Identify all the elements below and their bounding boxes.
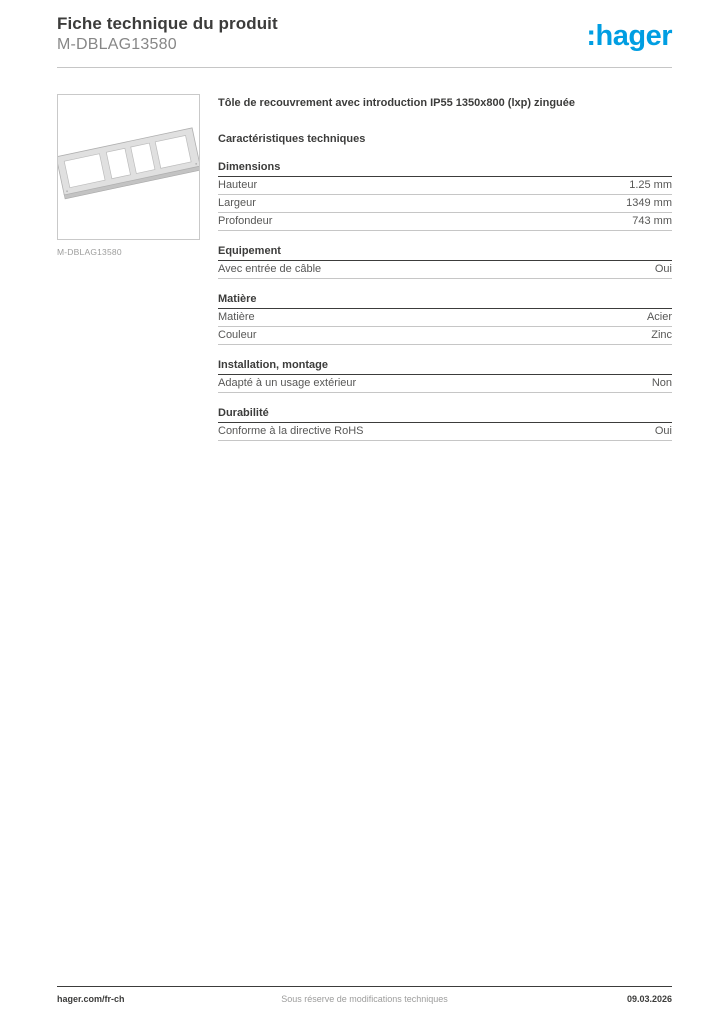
- spec-section-title: Dimensions: [218, 161, 672, 177]
- cover-plate-illustration: [58, 95, 199, 239]
- spec-value: Zinc: [651, 329, 672, 342]
- spec-label: Avec entrée de câble: [218, 263, 322, 276]
- spec-sections: [218, 161, 672, 441]
- spec-value: Acier: [646, 311, 672, 324]
- header: [57, 14, 672, 54]
- header-divider: [57, 67, 672, 68]
- spec-column: [218, 94, 672, 455]
- spec-label: Matière: [218, 311, 255, 324]
- spec-row: [218, 423, 672, 441]
- spec-section-title: Durabilité: [218, 407, 672, 423]
- spec-row: [218, 177, 672, 195]
- spec-value: Oui: [654, 263, 672, 276]
- spec-row: [218, 309, 672, 327]
- spec-section: [218, 245, 672, 279]
- spec-section: [218, 407, 672, 441]
- product-image-column: [57, 94, 200, 257]
- spec-value: 743 mm: [632, 215, 672, 228]
- spec-label: Hauteur: [218, 179, 258, 192]
- footer-website-link[interactable]: hager.com/fr-ch: [57, 994, 125, 1004]
- product-title: Tôle de recouvrement avec introduction IP55 1350x800 (lxp) zinguée: [218, 97, 576, 109]
- spec-row: [218, 327, 672, 345]
- tech-characteristics-heading: Caractéristiques techniques: [218, 133, 366, 146]
- spec-section-title: Installation, montage: [218, 359, 672, 375]
- spec-row: [218, 375, 672, 393]
- spec-label: Profondeur: [218, 215, 273, 228]
- footer: [57, 986, 672, 1004]
- spec-section-title: Equipement: [218, 245, 672, 261]
- spec-value: Oui: [654, 425, 672, 438]
- footer-disclaimer: Sous réserve de modifications techniques: [281, 994, 448, 1004]
- spec-section: [218, 359, 672, 393]
- spec-row: [218, 195, 672, 213]
- spec-row: [218, 261, 672, 279]
- product-code: M-DBLAG13580: [57, 36, 177, 53]
- spec-label: Adapté à un usage extérieur: [218, 377, 357, 390]
- spec-section: [218, 293, 672, 345]
- spec-row: [218, 213, 672, 231]
- product-image: [57, 94, 200, 240]
- spec-label: Largeur: [218, 197, 256, 210]
- main-content: [57, 94, 672, 455]
- spec-section: [218, 161, 672, 231]
- spec-value: 1.25 mm: [629, 179, 672, 192]
- spec-label: Couleur: [218, 329, 257, 342]
- spec-section-title: Matière: [218, 293, 672, 309]
- hager-logo: :hager: [586, 20, 672, 52]
- product-image-caption: M-DBLAG13580: [57, 247, 122, 257]
- footer-date: 09.03.2026: [626, 994, 672, 1004]
- page-title: Fiche technique du produit: [57, 14, 278, 33]
- spec-value: 1349 mm: [626, 197, 672, 210]
- spec-value: Non: [651, 377, 672, 390]
- spec-label: Conforme à la directive RoHS: [218, 425, 364, 438]
